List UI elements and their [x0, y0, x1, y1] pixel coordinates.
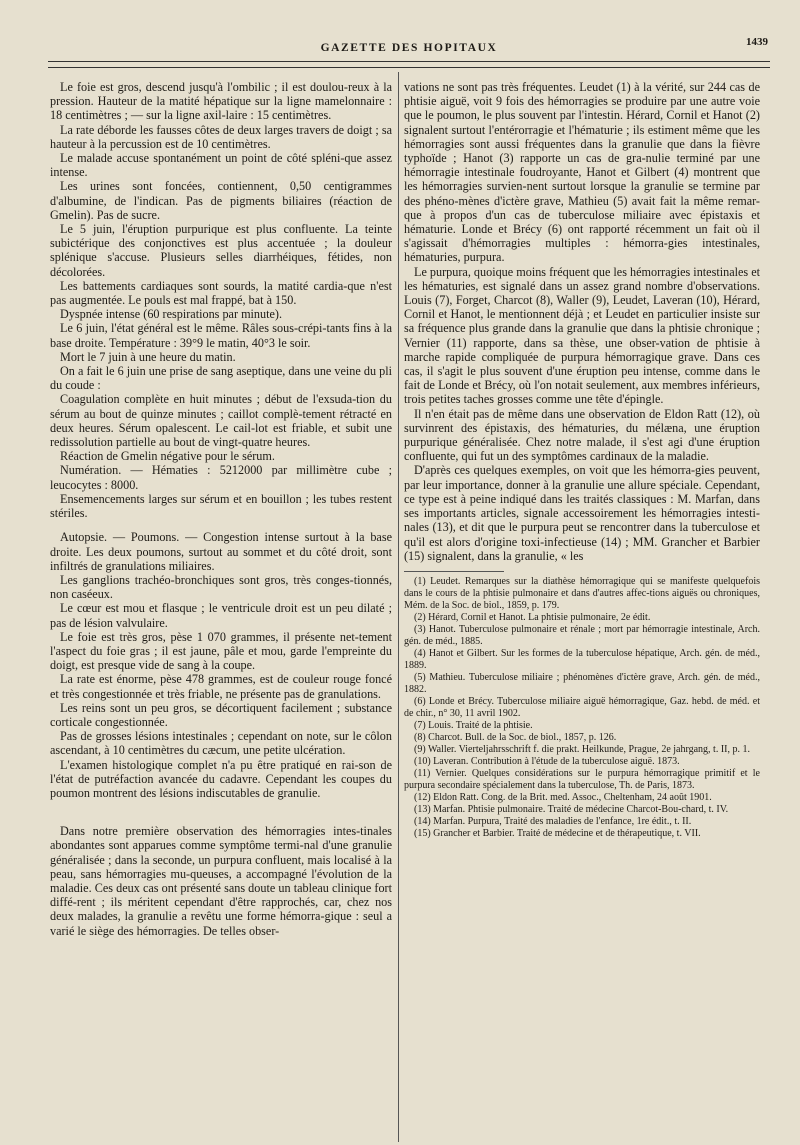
spacer	[50, 800, 392, 824]
header-rule-bottom	[48, 67, 770, 68]
paragraph: Il n'en était pas de même dans une observation de Eldon Ratt (12), où survinrent des épistaxis, des hématuries, du mélæna, une éruption purpurique généralisée. Chez notre malade, il s'est agi d'une éruption confluente, qui fut un des symptômes cardinaux de la maladie.	[404, 406, 760, 464]
paragraph: Le 6 juin, l'état général est le même. Râles sous-crépi-tants fins à la base droite. Température : 39°9 le matin, 40°3 le soir.	[50, 321, 392, 350]
paragraph: Autopsie. — Poumons. — Congestion intense surtout à la base droite. Les deux poumons, surtout au sommet et du côté droit, sont infiltrés de granulations miliaires.	[50, 530, 392, 573]
running-header	[48, 34, 770, 58]
footnote-rule	[404, 571, 504, 572]
paragraph: Réaction de Gmelin négative pour le sérum.	[60, 449, 275, 464]
spacer	[50, 520, 392, 530]
paragraph: Pas de grosses lésions intestinales ; cependant on note, sur le côlon ascendant, à 10 centimètres du cæcum, une petite ulcération.	[50, 729, 392, 758]
column-divider	[398, 72, 399, 1142]
footnote: (5) Mathieu. Tuberculose miliaire ; phénomènes d'ictère grave, Arch. gén. de méd., 1882.	[404, 671, 760, 695]
paragraph: La rate est énorme, pèse 478 grammes, est de couleur rouge foncé et très congestionnée et très friable, ne présente pas de granulations.	[50, 672, 392, 701]
footnote: (10) Laveran. Contribution à l'étude de la tuberculose aiguë. 1873.	[414, 755, 680, 767]
footnote: (7) Louis. Traité de la phtisie.	[414, 719, 533, 731]
paragraph: Coagulation complète en huit minutes ; début de l'exsuda-tion du sérum au bout de quinze minutes ; caillot complè-tement rétracté en deux heures. Sérum opalescent. Le cail-lot est friable, et subit une redissolution partielle au bout de vingt-quatre heures.	[50, 392, 392, 450]
paragraph: Le cœur est mou et flasque ; le ventricule droit est un peu dilaté ; pas de lésion valvulaire.	[50, 601, 392, 630]
paragraph: Ensemencements larges sur sérum et en bouillon ; les tubes restent stériles.	[50, 491, 392, 521]
footnote: (3) Hanot. Tuberculose pulmonaire et rénale ; mort par hémorragie intestinale, Arch. gén. de méd., 1885.	[404, 623, 760, 647]
footnote: (9) Waller. Vierteljahrsschrift f. die prakt. Heilkunde, Prague, 2e jahrgang, t. II, p. 1.	[414, 743, 750, 755]
paragraph: Le foie est très gros, pèse 1 070 grammes, il présente net-tement l'aspect du foie gras ; il est jaune, pâle et mou, garde l'empreinte du doigt, est presque vide de sang à la coupe.	[50, 629, 392, 673]
footnote: (2) Hérard, Cornil et Hanot. La phtisie pulmonaire, 2e édit.	[414, 611, 651, 623]
paragraph: Dyspnée intense (60 respirations par minute).	[60, 307, 283, 322]
footnote: (11) Vernier. Quelques considérations sur le purpura hémorragique primitif et le purpura secondaire spécialement dans la tuberculose, Th. de Paris, 1873.	[404, 767, 760, 791]
left-column	[50, 80, 392, 1140]
paragraph: Le purpura, quoique moins fréquent que les hémorragies intestinales et les hématuries, est signalé dans un assez grand nombre d'observations. Louis (7), Forget, Charcot (8), Waller (9), Leudet, Laveran (10), Hérard, Cornil et Hanot, le mentionnent déjà ; et Leudet en particulier insiste sur sa fréquence plus grande dans la granulie que dans la phtisie chronique ; Vernier (11) rapporte, dans sa thèse, une obser-vation de phtisie à marche rapide compliquée de purpura hémorragique grave. Dans ces cas, il s'agit le plus souvent d'une éruption peu intense, comme dans le fait de Londe et Brécy, où l'on notait seulement, aux membres inférieurs, trois petites taches grosses comme une tête d'épingle.	[404, 264, 760, 407]
footnote: (12) Eldon Ratt. Cong. de la Brit. med. Assoc., Cheltenham, 24 août 1901.	[414, 791, 712, 803]
header-rule-top	[48, 61, 770, 62]
journal-title: GAZETTE DES HOPITAUX	[320, 42, 498, 54]
footnote: (4) Hanot et Gilbert. Sur les formes de la tuberculose hépatique, Arch. gén. de méd., 1889.	[404, 647, 760, 671]
paragraph: Mort le 7 juin à une heure du matin.	[60, 349, 236, 364]
paragraph: Le malade accuse spontanément un point de côté spléni-que assez intense.	[50, 151, 392, 180]
paragraph: L'examen histologique complet n'a pu être pratiqué en rai-son de l'état de putréfaction avancée du cadavre. Cependant les coupes du poumon montrent des lésions indiscutables de granulie.	[50, 757, 392, 800]
paragraph: D'après ces quelques exemples, on voit que les hémorra-gies peuvent, par leur importance, donner à la granulie une allure spéciale. Cependant, ce type est à peine indiqué dans les traités classiques : M. Marfan, dans ses importants articles, signale accessoirement les hémorragies intesti-nales (13), et dit que le purpura peut se rencontrer dans la tuberculose et qu'il est alors d'origine toxi-infectieuse (14) ; MM. Grancher et Barbier (15) signalent, dans la granulie, « les	[404, 463, 760, 563]
paragraph: vations ne sont pas très fréquentes. Leudet (1) à la vérité, sur 244 cas de phtisie aiguë, voit 9 fois des hémorragies se produire par une autre voie que le poumon, le plus souvent par l'intestin. Hérard, Cornil et Hanot (2) signalent surtout l'entérorragie et l'hématurie ; ils estiment même que les hémorragies sont aussi fréquentes dans la granulie que dans la fièvre typhoïde ; Hanot (3) rapporte un cas de gra-nulie terminé par une hémorragie intestinale foudroyante, Hanot et Gilbert (4) montrent que les hémorragies survien-nent surtout lorsque la granulie se termine par des phéno-mènes d'ictère grave, Mathieu (5) avait fait la même remar-que à propos d'un cas de tuberculose miliaire avec épistaxis et hématurie. Londe et Brécy (6) ont rapporté récemment un fait où il s'agissait d'hémorragies multiples : hémorra-gies intestinales, hématuries, purpura.	[404, 80, 760, 265]
paragraph: La rate déborde les fausses côtes de deux larges travers de doigt ; sa hauteur à la percussion est de 10 centimètres.	[50, 122, 392, 151]
right-column	[404, 80, 760, 1140]
footnote: (6) Londe et Brécy. Tuberculose miliaire aiguë hémorragique, Gaz. hebd. de méd. et de chir., n° 30, 11 avril 1902.	[404, 695, 760, 719]
paragraph: Le 5 juin, l'éruption purpurique est plus confluente. La teinte subictérique des conjonctives est plus accentuée ; la douleur splénique s'accuse. Plusieurs selles diarrhéiques, fétides, non décolorées.	[50, 222, 392, 279]
footnotes	[404, 576, 760, 840]
paragraph: Les battements cardiaques sont sourds, la matité cardia-que n'est pas augmentée. Le pouls est mal frappé, bat à 150.	[50, 278, 392, 308]
paragraph: Les ganglions trachéo-bronchiques sont gros, très conges-tionnés, non caséeux.	[50, 572, 392, 602]
paragraph: Dans notre première observation des hémorragies intes-tinales abondantes sont apparues comme symptôme termi-nal d'une granulie généralisée ; dans la seconde, un purpura confluent, mais localisé à la peau, sans hémorragies mu-queuses, a accompagné l'évolution de la maladie. Ces deux cas ont présenté sans doute un tableau clinique fort diffé-rent ; ils méritent cependant d'être rapprochés, car, chez nos deux malades, la granulie a revêtu une forme hémorra-gique : seul a varié le siège des hémorragies. De telles obser-	[50, 824, 392, 938]
footnote: (1) Leudet. Remarques sur la diathèse hémorragique qui se manifeste quelquefois dans le cours de la phtisie pulmonaire et dans d'autres affec-tions aiguës ou chroniques, Mém. de la Soc. de biol., 1859, p. 179.	[404, 575, 760, 611]
paragraph: Le foie est gros, descend jusqu'à l'ombilic ; il est doulou-reux à la pression. Hauteur de la matité hépatique sur la ligne mamelonnaire : 18 centimètres ; — sur la ligne axil-laire : 15 centimètres.	[50, 80, 392, 123]
paragraph: On a fait le 6 juin une prise de sang aseptique, dans une veine du pli du coude :	[50, 364, 392, 393]
footnote: (13) Marfan. Phtisie pulmonaire. Traité de médecine Charcot-Bou-chard, t. IV.	[414, 803, 729, 815]
footnote: (15) Grancher et Barbier. Traité de médecine et de thérapeutique, t. VII.	[414, 827, 701, 839]
footnote: (8) Charcot. Bull. de la Soc. de biol., 1857, p. 126.	[414, 731, 617, 743]
page-number: 1439	[746, 36, 768, 48]
paragraph: Les urines sont foncées, contiennent, 0,50 centigrammes d'albumine, de l'indican. Pas de pigments biliaires (réaction de Gmelin). Pas de sucre.	[50, 179, 392, 222]
paragraph: Les reins sont un peu gros, se décortiquent facilement ; substance corticale congestionnée.	[50, 700, 392, 729]
paragraph: Numération. — Hématies : 5212000 par millimètre cube ; leucocytes : 8000.	[50, 463, 392, 492]
footnote: (14) Marfan. Purpura, Traité des maladies de l'enfance, 1re édit., t. II.	[414, 815, 692, 827]
